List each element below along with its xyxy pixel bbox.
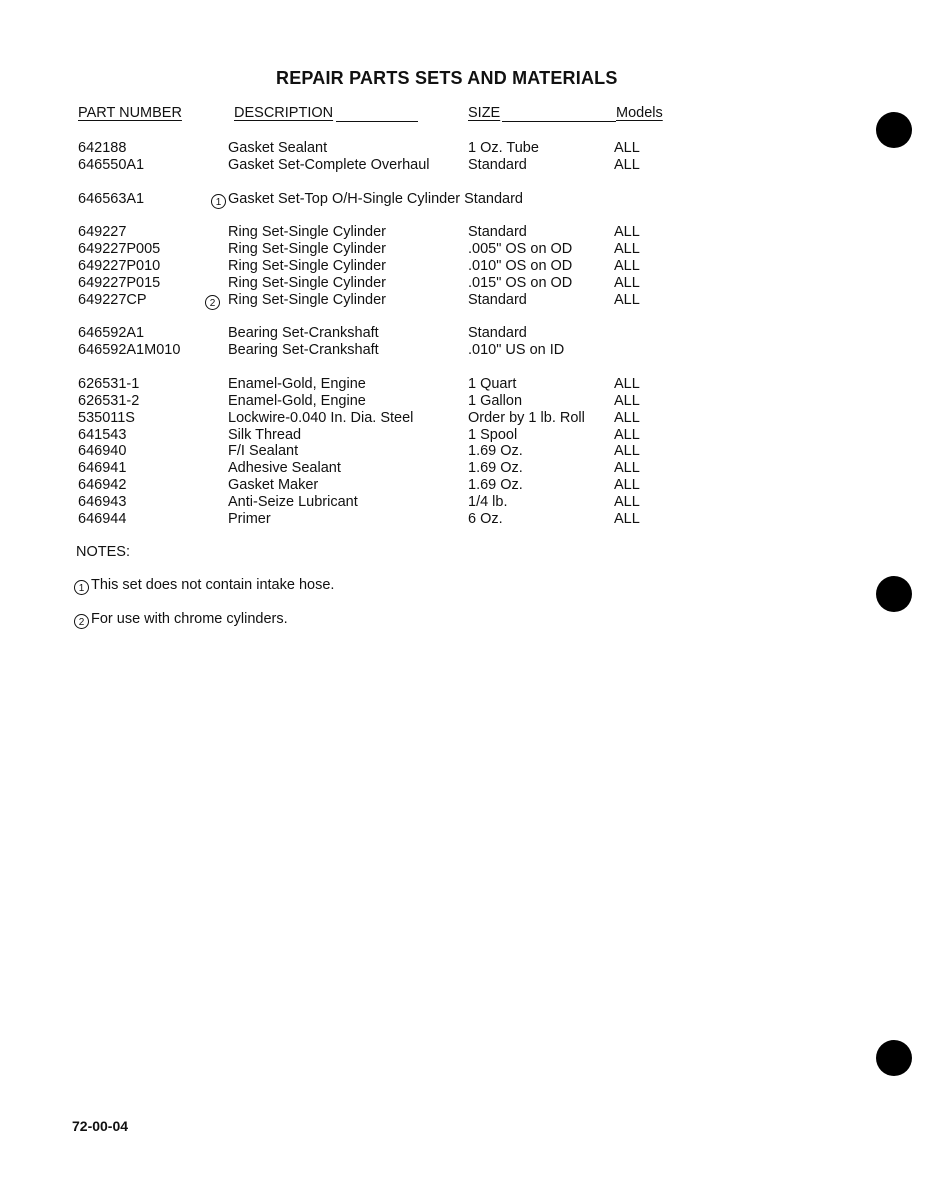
part-number: 646940 — [78, 443, 127, 459]
note-1 — [74, 577, 334, 595]
models: ALL — [614, 393, 640, 409]
models: ALL — [614, 275, 640, 291]
header-models: Models — [616, 105, 663, 121]
description: Anti-Seize Lubricant — [228, 494, 358, 510]
description: Bearing Set-Crankshaft — [228, 342, 379, 358]
size: 1/4 lb. — [468, 494, 508, 510]
part-number: 626531-1 — [78, 376, 140, 392]
models: ALL — [614, 477, 640, 493]
part-number: 646944 — [78, 511, 127, 527]
size: Order by 1 lb. Roll — [468, 410, 585, 426]
size: Standard — [468, 325, 527, 341]
description: F/I Sealant — [228, 443, 299, 459]
description: Ring Set-Single Cylinder — [228, 292, 386, 308]
part-number: 649227P010 — [78, 258, 161, 274]
models: ALL — [614, 241, 640, 257]
note-2 — [74, 611, 288, 629]
description: Primer — [228, 511, 271, 527]
description: Ring Set-Single Cylinder — [228, 241, 386, 257]
size: 6 Oz. — [468, 511, 503, 527]
description: Adhesive Sealant — [228, 460, 341, 476]
description: Ring Set-Single Cylinder — [228, 275, 386, 291]
models: ALL — [614, 224, 640, 240]
size: 1.69 Oz. — [468, 443, 523, 459]
description — [211, 191, 523, 209]
part-number: 649227CP — [78, 292, 147, 308]
models: ALL — [614, 258, 640, 274]
size: .010" OS on OD — [468, 258, 573, 274]
size: .010" US on ID — [468, 342, 565, 358]
page-title: REPAIR PARTS SETS AND MATERIALS — [276, 68, 618, 88]
binder-hole-icon — [876, 576, 912, 612]
models: ALL — [614, 292, 640, 308]
description: Bearing Set-Crankshaft — [228, 325, 379, 341]
models: ALL — [614, 443, 640, 459]
description-text: Gasket Set-Top O/H-Single Cylinder Standard — [228, 191, 523, 207]
models: ALL — [614, 376, 640, 392]
note-text: This set does not contain intake hose. — [91, 577, 335, 593]
part-number: 649227P005 — [78, 241, 161, 257]
part-number: 646941 — [78, 460, 127, 476]
part-number: 646943 — [78, 494, 127, 510]
part-number: 649227 — [78, 224, 127, 240]
models: ALL — [614, 460, 640, 476]
size: .015" OS on OD — [468, 275, 573, 291]
description: Enamel-Gold, Engine — [228, 393, 366, 409]
part-number: 642188 — [78, 140, 127, 156]
part-number: 649227P015 — [78, 275, 161, 291]
description: Gasket Sealant — [228, 140, 328, 156]
size: Standard — [468, 157, 527, 173]
size: 1.69 Oz. — [468, 477, 523, 493]
description: Ring Set-Single Cylinder — [228, 224, 386, 240]
note-marker-1: 1 — [74, 580, 89, 595]
page-footer-code: 72-00-04 — [72, 1118, 129, 1134]
header-part-number: PART NUMBER — [78, 105, 182, 121]
header-size: SIZE — [468, 105, 501, 121]
size: 1.69 Oz. — [468, 460, 523, 476]
models: ALL — [614, 427, 640, 443]
header-description: DESCRIPTION — [234, 105, 334, 121]
part-number: 646592A1M010 — [78, 342, 181, 358]
size: 1 Oz. Tube — [468, 140, 539, 156]
description: Enamel-Gold, Engine — [228, 376, 366, 392]
part-number: 626531-2 — [78, 393, 140, 409]
binder-hole-icon — [876, 112, 912, 148]
header-rule — [502, 121, 616, 122]
size: Standard — [468, 292, 527, 308]
size: 1 Gallon — [468, 393, 523, 409]
binder-hole-icon — [876, 1040, 912, 1076]
notes-label: NOTES: — [76, 544, 130, 560]
part-number: 646592A1 — [78, 325, 145, 341]
description: Silk Thread — [228, 427, 302, 443]
part-number: 535011S — [78, 410, 135, 426]
models: ALL — [614, 410, 640, 426]
part-number: 646550A1 — [78, 157, 145, 173]
size: 1 Quart — [468, 376, 517, 392]
description: Gasket Set-Complete Overhaul — [228, 157, 430, 173]
size: 1 Spool — [468, 427, 518, 443]
note-marker-1: 1 — [211, 194, 226, 209]
description: Lockwire-0.040 In. Dia. Steel — [228, 410, 414, 426]
models: ALL — [614, 494, 640, 510]
models: ALL — [614, 140, 640, 156]
models: ALL — [614, 511, 640, 527]
description: Ring Set-Single Cylinder — [228, 258, 386, 274]
part-number: 646563A1 — [78, 191, 145, 207]
note-marker-2: 2 — [74, 614, 89, 629]
note-marker-2: 2 — [205, 292, 222, 310]
models: ALL — [614, 157, 640, 173]
note-text: For use with chrome cylinders. — [91, 611, 288, 627]
header-rule — [336, 121, 418, 122]
size: .005" OS on OD — [468, 241, 573, 257]
part-number: 641543 — [78, 427, 127, 443]
part-number: 646942 — [78, 477, 127, 493]
size: Standard — [468, 224, 527, 240]
description: Gasket Maker — [228, 477, 319, 493]
